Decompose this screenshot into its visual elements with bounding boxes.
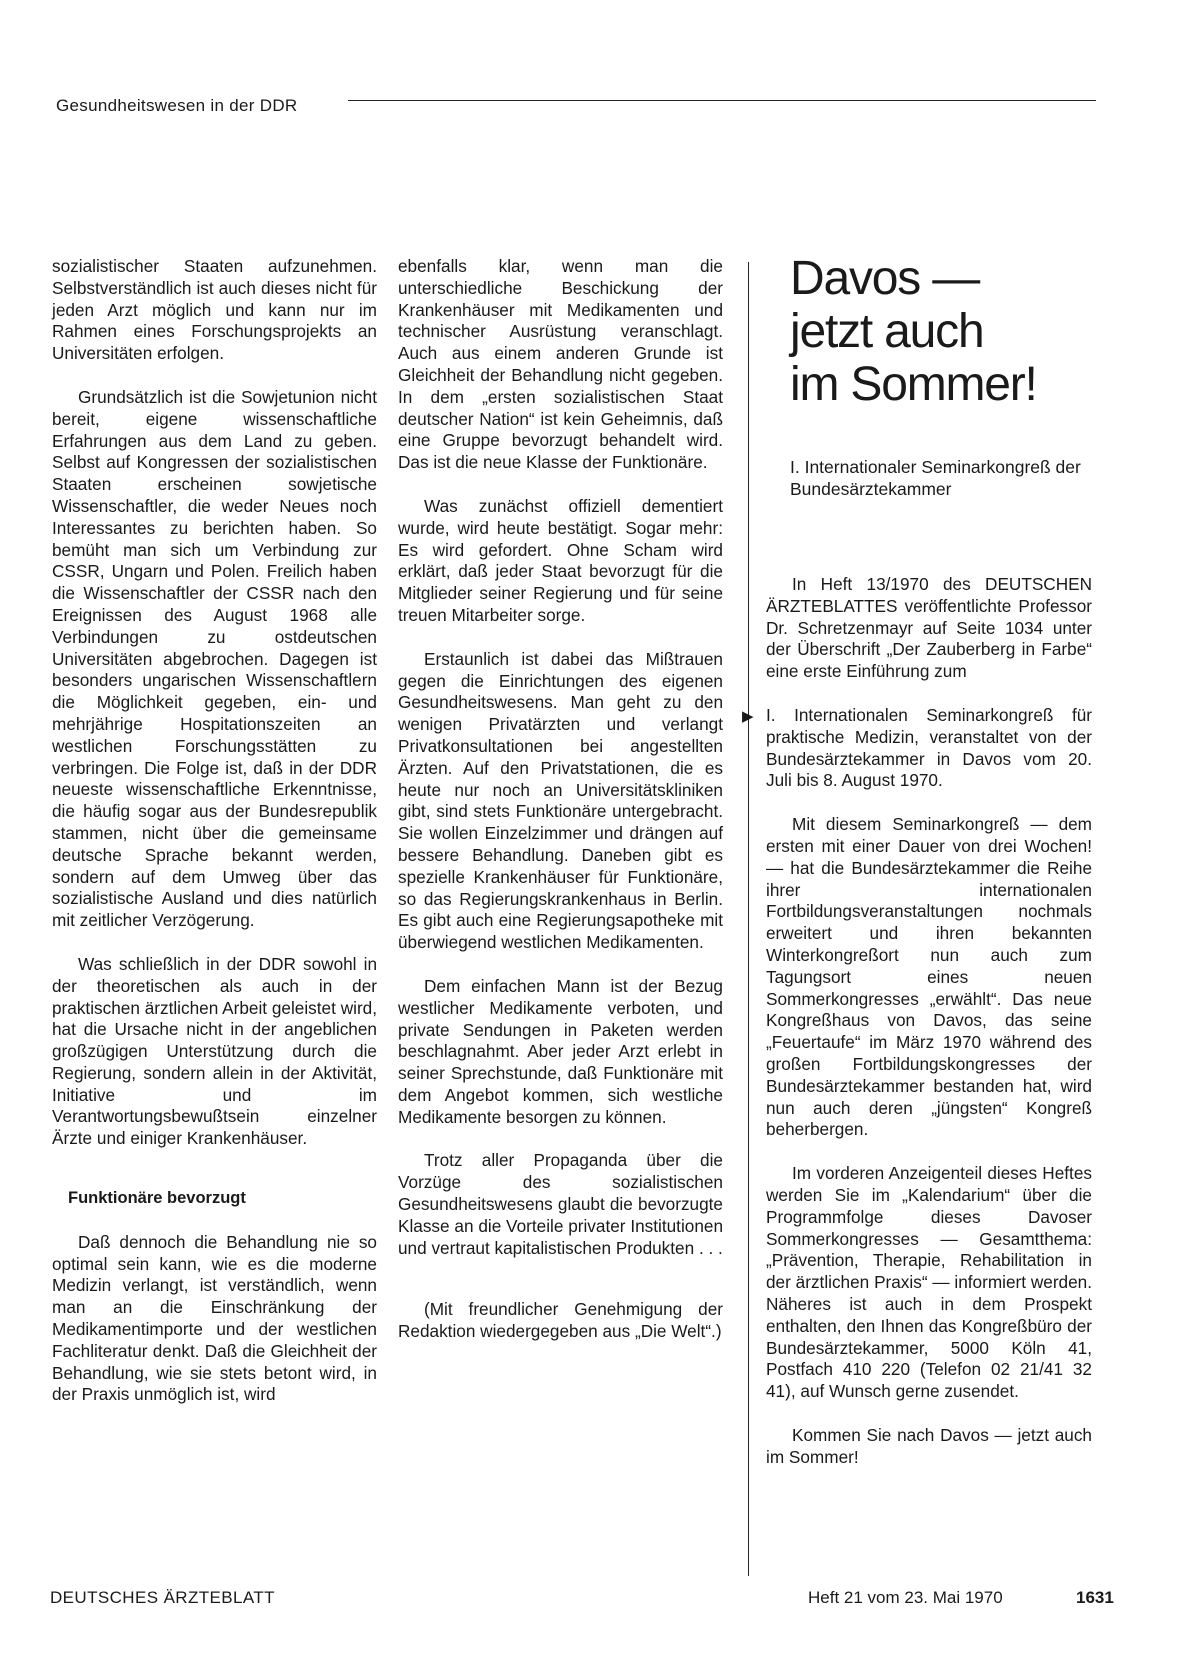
running-header	[56, 96, 1096, 126]
issue-info: Heft 21 vom 23. Mai 1970	[808, 1588, 1003, 1607]
bullet-item	[742, 704, 1092, 792]
page-number: 1631	[1076, 1588, 1114, 1607]
paragraph: Kommen Sie nach Davos — jetzt auch im Sommer!	[766, 1424, 1092, 1467]
headline-line: jetzt auch	[790, 305, 984, 358]
paragraph: Im vorderen Anzeigenteil dieses Heftes werden Sie im „Kalendarium“ über die Programmfolge dieses Davoser Sommerkongresses — Gesamtthema: „Prävention, Therapie, Rehabilitation in der ärztlichen Praxis“ — informiert werden. Näheres ist auch in dem Prospekt enthalten, den Ihnen das Kongreßbüro der Bundesärztekammer, 5000 Köln 41, Postfach 410 220 (Telefon 02 21/41 32 41), auf Wunsch gerne zusendet.	[766, 1163, 1092, 1402]
paragraph: Daß dennoch die Behandlung nie so optimal sein kann, wie es die moderne Medizin verlangt, ist verständlich, wenn man an die Einschränkung der Medikamentimporte und der westlichen Fachliteratur denkt. Daß die Gleichheit der Behandlung, wie sie stets betont wird, in der Praxis unmöglich ist, wird	[52, 1231, 377, 1405]
sidebar-headline	[790, 252, 1110, 411]
sidebar-subtitle: I. Internationaler Seminarkongreß der Bundesärztekammer	[790, 457, 1081, 499]
sidebar-column	[742, 574, 1092, 1468]
paragraph: Trotz aller Propaganda über die Vorzüge des sozialistischen Gesundheitswesens glaubt die bevorzugte Klasse an die Vorteile privater Institutionen und vertraut kapitalistischen Produkten . . .	[398, 1150, 723, 1258]
bullet-text: I. Internationalen Seminarkongreß für praktische Medizin, veranstaltet von der Bundesärztekammer in Davos vom 20. Juli bis 8. August 1970.	[766, 704, 1092, 791]
subheading: Funktionäre bevorzugt	[68, 1189, 246, 1208]
triangle-bullet-icon: ▶	[742, 707, 754, 725]
paragraph: Was zunächst offiziell dementiert wurde, wird heute bestätigt. Sogar mehr: Es wird gefordert. Ohne Scham wird erklärt, daß jeder Staat bevorzugt für die Mitglieder seiner Regierung und für seine treuen Mitarbeiter sorge.	[398, 495, 723, 625]
paragraph: Was schließlich in der DDR sowohl in der theoretischen als auch in der praktischen ärztlichen Arbeit geleistet wird, hat die Ursache nicht in der angeblichen großzügigen Unterstützung durch die Regierung, sondern allein in der Aktivität, Initiative und im Verantwortungsbewußtsein einzelner Ärzte und einiger Krankenhäuser.	[52, 953, 377, 1149]
page-footer	[50, 1588, 1114, 1616]
header-rule	[348, 100, 1096, 101]
paragraph: sozialistischer Staaten aufzunehmen. Selbstverständlich ist auch dieses nicht für jeden Arzt möglich und kann nur im Rahmen eines Forschungsprojekts an Universitäten erfolgen.	[52, 256, 377, 364]
paragraph: Grundsätzlich ist die Sowjetunion nicht bereit, eigene wissenschaftliche Erfahrungen aus dem Land zu geben. Selbst auf Kongressen der sozialistischen Staaten erscheinen sowjetische Wissenschaftler, die weder Neues noch Interessantes zu berichten haben. So bemüht man sich um Verbindung zur CSSR, Ungarn und Polen. Freilich haben die Wissenschaftler der CSSR nach den Ereignissen des August 1968 alle Verbindungen zu ostdeutschen Universitäten abgebrochen. Dagegen ist besonders ungarischen Wissenschaftlern die Möglichkeit gegeben, ein- und mehrjährige Hospitationszeiten an westlichen Forschungsstätten zu verbringen. Die Folge ist, daß in der DDR neueste wissenschaftliche Erkenntnisse, die häufig sogar aus der Bundesrepublik stammen, nicht über die gemeinsame deutsche Sprache bekannt werden, sondern auf dem Umweg über das sozialistische Ausland und dies natürlich mit zeitlicher Verzögerung.	[52, 386, 377, 931]
headline-line: im Sommer!	[790, 358, 1037, 411]
paragraph: Mit diesem Seminarkongreß — dem ersten mit einer Dauer von drei Wochen! — hat die Bundesärztekammer die Reihe ihrer internationalen Fortbildungsveranstaltungen nochmals erweitert und ihren bekannten Winterkongreßort nun auch zum Tagungsort eines neuen Sommerkongresses „erwählt“. Das neue Kongreßhaus von Davos, das seine „Feuertaufe“ im März 1970 während des großen Fortbildungskongresses der Bundesärztekammer bestanden hat, wird nun auch deren „jüngsten“ Kongreß beherbergen.	[766, 814, 1092, 1140]
credit-note: (Mit freundlicher Genehmigung der Redaktion wiedergegeben aus „Die Welt“.)	[398, 1299, 723, 1342]
paragraph: Erstaunlich ist dabei das Mißtrauen gegen die Einrichtungen des eigenen Gesundheitswesens. Man geht zu den wenigen Privatärzten und verlangt Privatkonsultationen bei angestellten Ärzten. Auf den Privatstationen, die es heute nur noch an Universitätskliniken gibt, sind stets Funktionäre untergebracht. Sie wollen Einzelzimmer und drängen auf bessere Behandlung. Daneben gibt es spezielle Krankenhäuser für Funktionäre, so das Regierungskrankenhaus in Berlin. Es gibt auch eine Regierungsapotheke mit überwiegend westlichen Medikamenten.	[398, 648, 723, 953]
paragraph: Dem einfachen Mann ist der Bezug westlicher Medikamente verboten, und private Sendungen in Paketen werden beschlagnahmt. Aber jeder Arzt erlebt in seiner Sprechstunde, daß Funktionäre mit dem Angebot kommen, sich westliche Medikamente besorgen zu können.	[398, 975, 723, 1127]
paragraph: ebenfalls klar, wenn man die unterschiedliche Beschickung der Krankenhäuser mit Medikamenten und technischer Ausrüstung veranschlagt. Auch aus einem anderen Grunde ist Gleichheit der Behandlung nicht gegeben. In dem „ersten sozialistischen Staat deutscher Nation“ ist kein Geheimnis, daß eine Gruppe bevorzugt behandelt wird. Das ist die neue Klasse der Funktionäre.	[398, 256, 723, 473]
paragraph: In Heft 13/1970 des DEUTSCHEN ÄRZTEBLATTES veröffentlichte Professor Dr. Schretzenmayr auf Seite 1034 unter der Überschrift „Der Zauberberg in Farbe“ eine erste Einführung zum	[766, 574, 1092, 682]
headline-line: Davos —	[790, 252, 979, 305]
column-2	[398, 256, 723, 1343]
journal-name: DEUTSCHES ÄRZTEBLATT	[50, 1588, 275, 1607]
column-divider	[748, 262, 749, 1576]
section-title: Gesundheitswesen in der DDR	[56, 96, 298, 115]
column-1	[52, 256, 377, 1406]
